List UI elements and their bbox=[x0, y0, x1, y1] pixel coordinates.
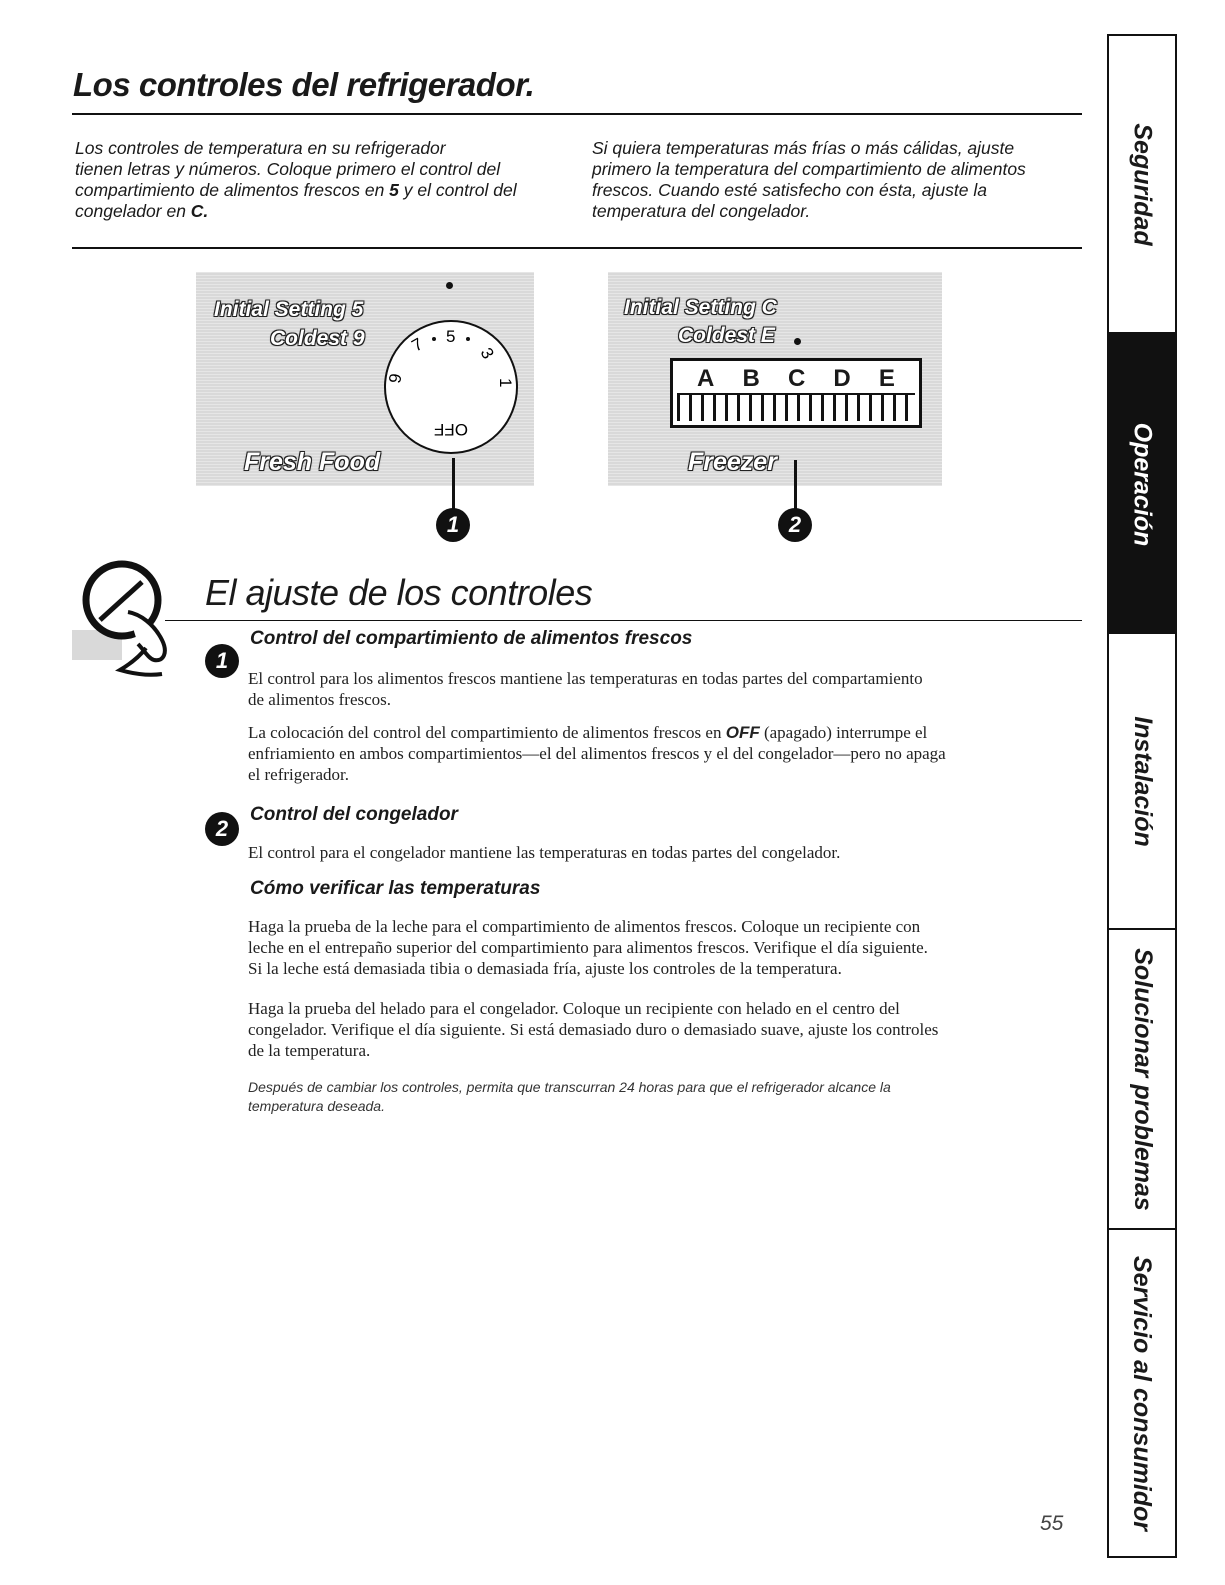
intro-left-line bbox=[75, 180, 575, 201]
freezer-coldest: Coldest E bbox=[678, 324, 775, 347]
verify-paragraph-1 bbox=[248, 916, 1088, 979]
dial-mark-off: OFF bbox=[434, 420, 468, 439]
fresh-initial-setting: Initial Setting 5 bbox=[214, 298, 364, 321]
letter-b: B bbox=[742, 365, 760, 392]
section-heading: El ajuste de los controles bbox=[205, 572, 593, 613]
freezer-control-heading: Control del congelador bbox=[250, 804, 458, 825]
callout-badge-1: 1 bbox=[436, 508, 470, 542]
letter-d: D bbox=[833, 365, 851, 392]
freezer-slider-ridges bbox=[677, 393, 915, 421]
page-title: Los controles del refrigerador. bbox=[73, 66, 535, 103]
intro-right-line: temperatura del congelador. bbox=[592, 201, 811, 221]
note-line: temperatura deseada. bbox=[248, 1098, 385, 1114]
intro-right-line: primero la temperatura del compartimiento de alimentos bbox=[592, 159, 1026, 179]
intro-rule bbox=[72, 247, 1082, 249]
title-rule bbox=[72, 113, 1082, 115]
verify-paragraph-2 bbox=[248, 998, 1088, 1061]
intro-right bbox=[592, 138, 1072, 222]
letter-a: A bbox=[697, 365, 715, 392]
freezer-label: Freezer bbox=[688, 448, 777, 476]
body-line: Si la leche está demasiada tibia o demasiada fría, ajuste los controles de la temperatura. bbox=[248, 959, 842, 978]
intro-left-line: tienen letras y números. Coloque primero el control del bbox=[75, 159, 501, 179]
letter-c: C bbox=[787, 365, 806, 392]
fresh-food-control-panel bbox=[196, 272, 534, 486]
setting-five: 5 bbox=[389, 180, 399, 200]
tab-seguridad[interactable] bbox=[1109, 36, 1175, 334]
note-line: Después de cambiar los controles, permita que transcurran 24 horas para que el refrigerador alcance la bbox=[248, 1079, 891, 1095]
body-line: de la temperatura. bbox=[248, 1041, 371, 1060]
fresh-food-dial[interactable] bbox=[376, 312, 526, 462]
body-line: Haga la prueba de la leche para el compartimiento de alimentos frescos. Coloque un recipiente con bbox=[248, 917, 921, 936]
freezer-initial-setting: Initial Setting C bbox=[624, 296, 777, 319]
page-number: 55 bbox=[1040, 1512, 1064, 1535]
freezer-slider[interactable] bbox=[670, 358, 922, 428]
body-text: (apagado) interrumpe el bbox=[759, 723, 928, 742]
dial-mark-9: 9 bbox=[385, 372, 406, 385]
dial-mark-7: 7 bbox=[408, 334, 427, 356]
intro-left-line bbox=[75, 201, 575, 222]
side-tab-bar bbox=[1107, 34, 1177, 1558]
body-line: El control para los alimentos frescos mantiene las temperaturas en todas partes del compartamiento bbox=[248, 669, 923, 688]
fresh-control-heading: Control del compartimiento de alimentos frescos bbox=[250, 628, 693, 649]
dial-mark-1: 1 bbox=[496, 378, 515, 388]
dial-mark-3: 3 bbox=[476, 344, 498, 363]
callout-badge-2: 2 bbox=[778, 508, 812, 542]
setting-c: C. bbox=[190, 201, 209, 221]
body-text: La colocación del control del compartimiento de alimentos frescos en bbox=[248, 723, 726, 742]
tab-label: Solucionar problemas bbox=[1128, 947, 1157, 1211]
freezer-letter-row bbox=[673, 361, 919, 393]
body-line bbox=[248, 722, 1088, 743]
section-rule bbox=[165, 620, 1082, 621]
intro-left bbox=[75, 138, 575, 222]
off-term: OFF bbox=[725, 723, 760, 742]
tab-label: Instalación bbox=[1128, 715, 1157, 847]
body-line: de alimentos frescos. bbox=[248, 690, 392, 709]
verify-heading: Cómo verificar las temperaturas bbox=[250, 878, 541, 899]
freezer-control-panel bbox=[608, 272, 942, 486]
intro-text: compartimiento de alimentos frescos en bbox=[75, 180, 390, 200]
tab-operacion[interactable] bbox=[1109, 334, 1175, 634]
freezer-paragraph: El control para el congelador mantiene las temperaturas en todas partes del congelador. bbox=[248, 843, 841, 862]
hand-adjusting-dial-icon bbox=[70, 552, 185, 677]
intro-left-line: Los controles de temperatura en su refrigerador bbox=[75, 138, 446, 158]
tab-label: Operación bbox=[1128, 422, 1157, 546]
tab-instalacion[interactable] bbox=[1109, 634, 1175, 930]
intro-text: congelador en bbox=[75, 201, 191, 221]
fresh-coldest: Coldest 9 bbox=[270, 327, 365, 350]
section-badge-2: 2 bbox=[205, 812, 239, 846]
freezer-indicator-dot bbox=[794, 338, 801, 345]
section-badge-1: 1 bbox=[205, 644, 239, 678]
fresh-indicator-dot bbox=[446, 282, 453, 289]
fresh-food-label: Fresh Food bbox=[244, 448, 381, 476]
fresh-callout-line bbox=[452, 458, 455, 510]
tab-servicio-al-consumidor[interactable] bbox=[1109, 1230, 1175, 1556]
body-line: enfriamiento en ambos compartimientos—el del alimentos frescos y el del congelador—pero no apaga bbox=[248, 744, 946, 763]
fresh-paragraph-1 bbox=[248, 668, 1088, 710]
tab-solucionar-problemas[interactable] bbox=[1109, 930, 1175, 1230]
body-line: Haga la prueba del helado para el congelador. Coloque un recipiente con helado en el centro del bbox=[248, 999, 900, 1018]
intro-text: y el control del bbox=[398, 180, 517, 200]
note-text bbox=[248, 1078, 1088, 1116]
freezer-callout-line bbox=[794, 460, 797, 510]
intro-right-line: Si quiera temperaturas más frías o más cálidas, ajuste bbox=[592, 138, 1015, 158]
body-line: congelador. Verifique el día siguiente. Si está demasiado duro o demasiado suave, ajuste los controles bbox=[248, 1020, 939, 1039]
body-line: leche en el entrepaño superior del compartimiento para alimentos frescos. Verifique el día siguiente. bbox=[248, 938, 928, 957]
intro-right-line: frescos. Cuando esté satisfecho con ésta, ajuste la bbox=[592, 180, 987, 200]
fresh-paragraph-2 bbox=[248, 722, 1088, 785]
letter-e: E bbox=[878, 365, 895, 392]
body-line: el refrigerador. bbox=[248, 765, 349, 784]
tab-label: Seguridad bbox=[1128, 122, 1157, 246]
tab-label: Servicio al consumidor bbox=[1128, 1255, 1157, 1531]
dial-mark-5: 5 bbox=[446, 327, 456, 346]
